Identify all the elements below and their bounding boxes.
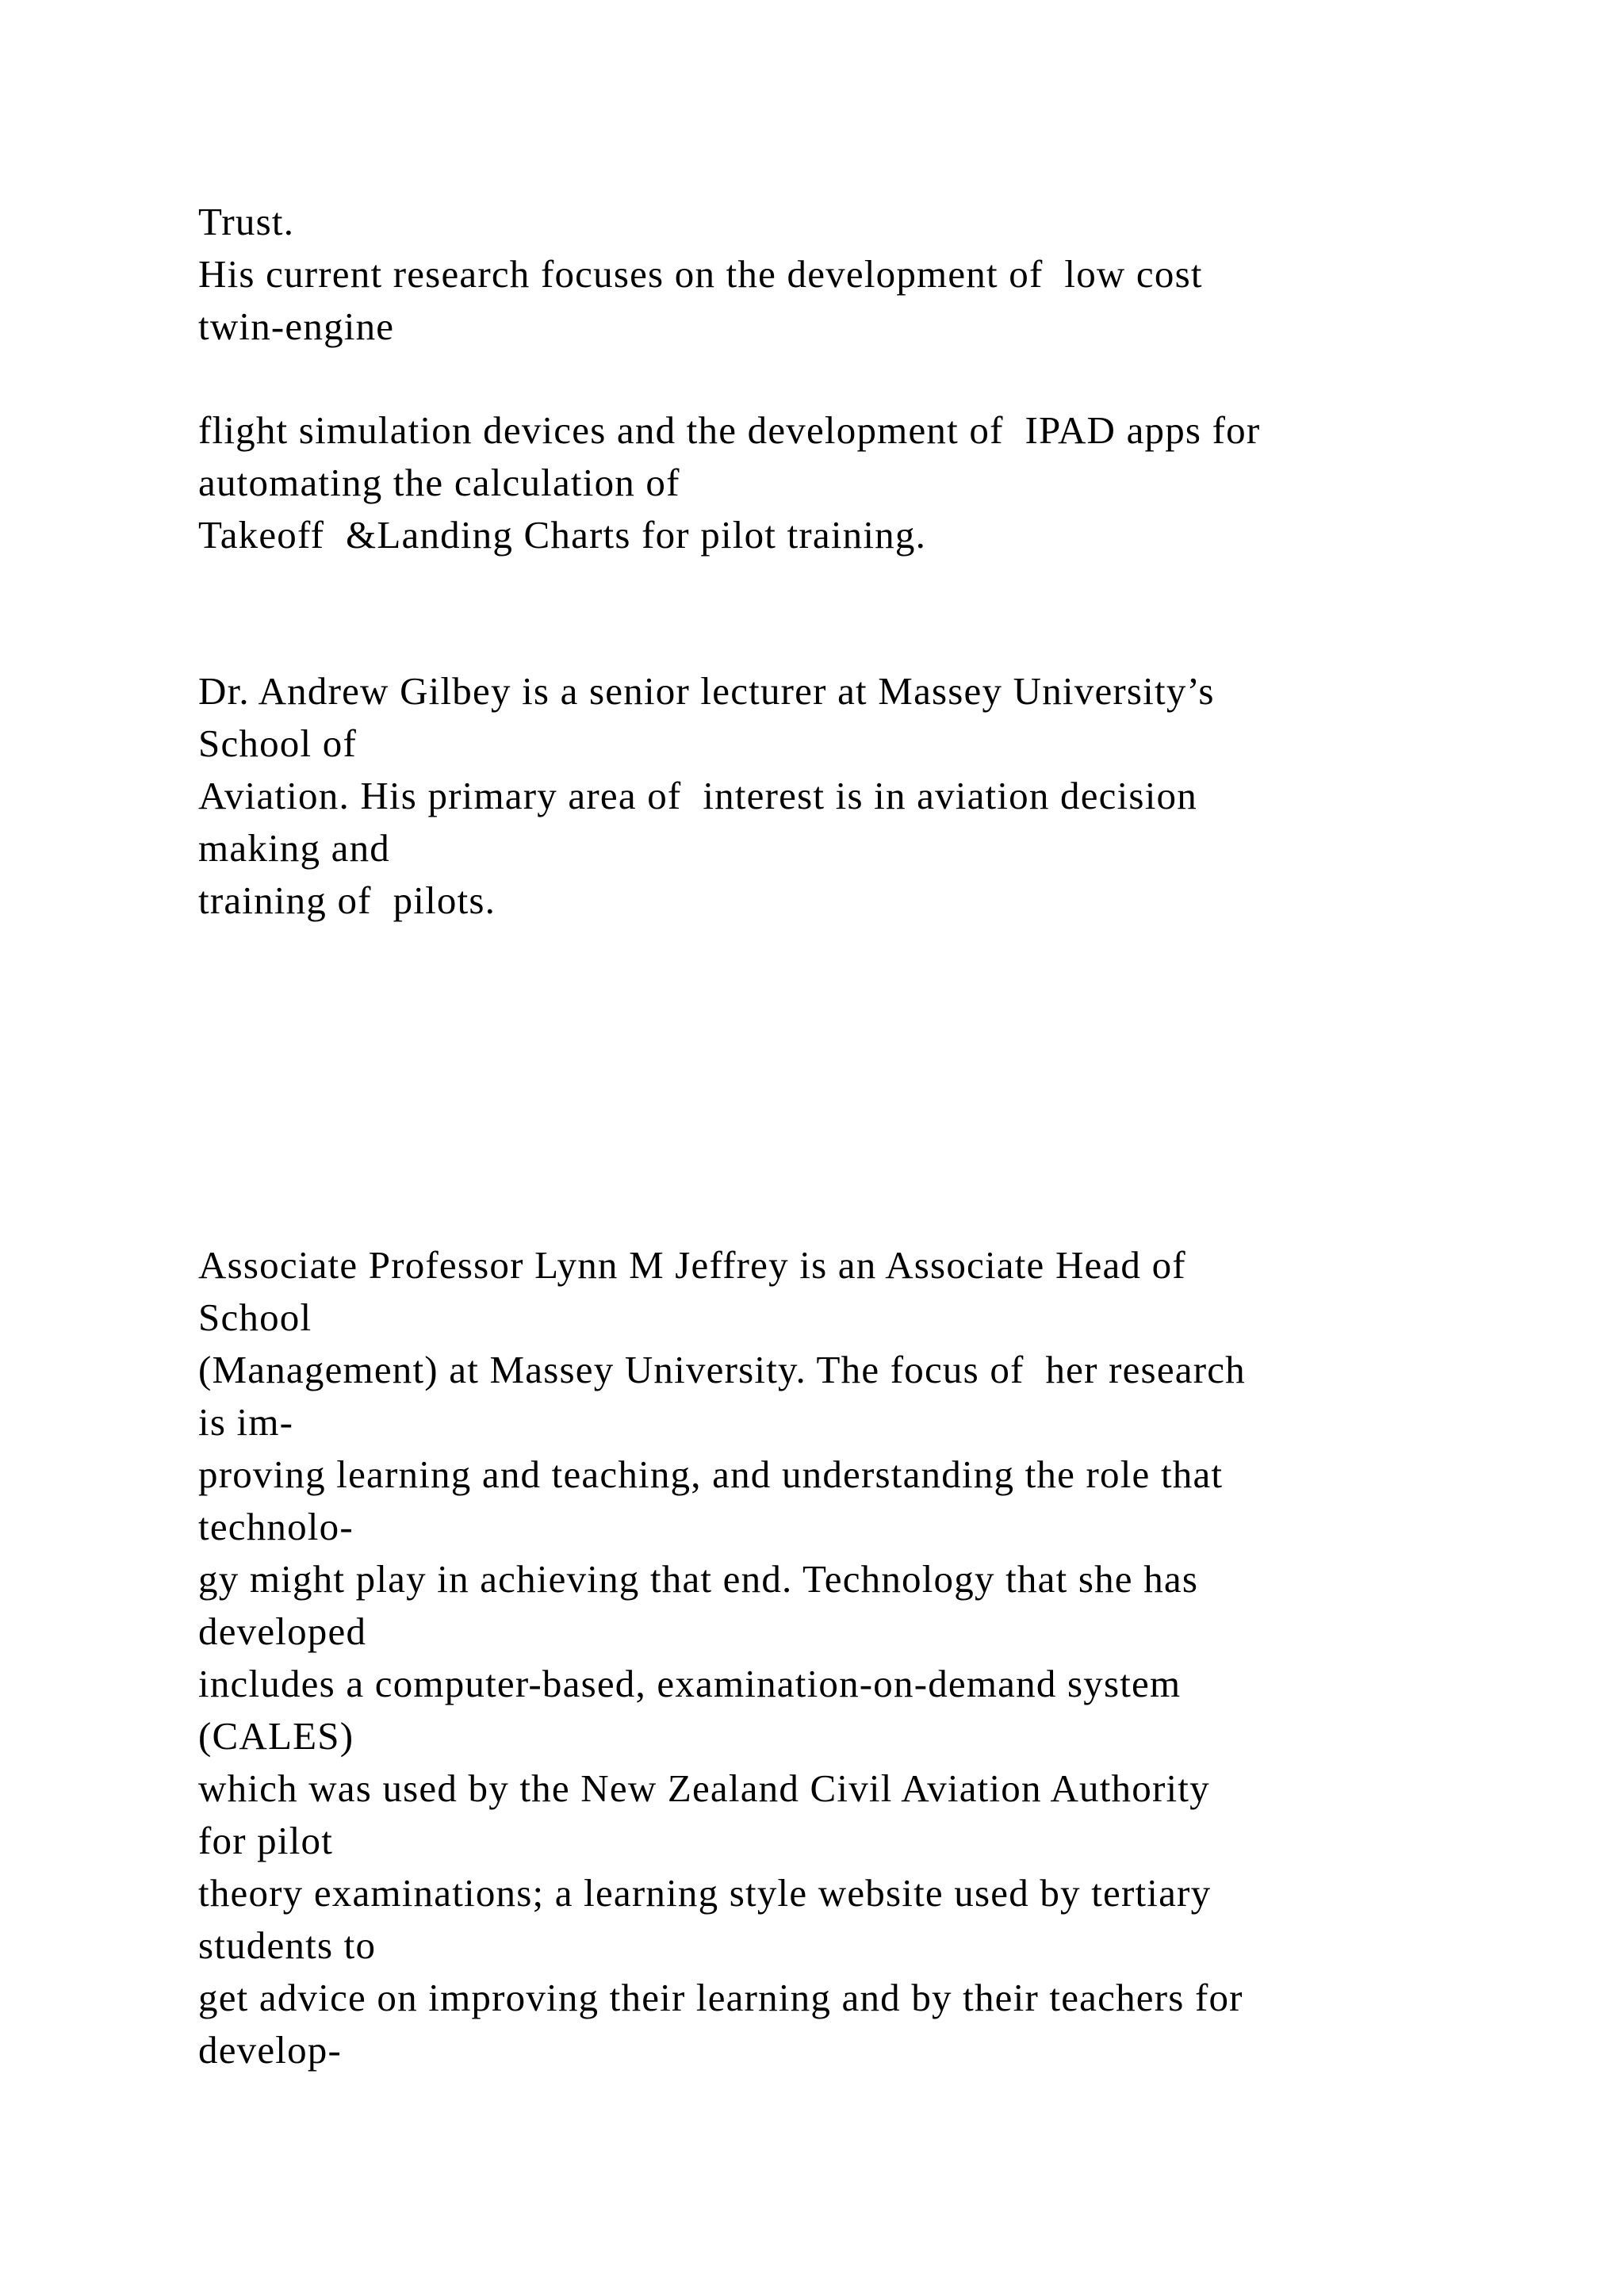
text-line: which was used by the New Zealand Civil Aviation Authority	[198, 1766, 1210, 1810]
text-line: proving learning and teaching, and understanding the role that	[198, 1452, 1224, 1496]
text-line: is im-	[198, 1400, 294, 1444]
text-line: develop-	[198, 2028, 343, 2072]
text-line: flight simulation devices and the development of IPAD apps for	[198, 408, 1261, 452]
text-line: Associate Professor Lynn M Jeffrey is an Associate Head of	[198, 1243, 1186, 1287]
text-line: (Management) at Massey University. The focus of her research	[198, 1348, 1246, 1391]
text-line: training of pilots.	[198, 878, 496, 922]
text-line: get advice on improving their learning and by their teachers for	[198, 1976, 1243, 2019]
text-line: developed	[198, 1609, 367, 1653]
text-line: Aviation. His primary area of interest is in aviation decision	[198, 774, 1197, 817]
text-line: technolo-	[198, 1505, 354, 1548]
text-line: making and	[198, 826, 390, 870]
text-line: (CALES)	[198, 1714, 354, 1758]
text-line: includes a computer-based, examination-on-demand system	[198, 1662, 1182, 1705]
text-line: gy might play in achieving that end. Technology that she has	[198, 1557, 1199, 1601]
text-line: Takeoff &Landing Charts for pilot training.	[198, 513, 927, 557]
text-line: Trust.	[198, 200, 295, 243]
text-line: theory examinations; a learning style website used by tertiary	[198, 1871, 1212, 1915]
text-line: twin-engine	[198, 304, 395, 348]
text-line: automating the calculation of	[198, 461, 680, 504]
text-line: students to	[198, 1923, 377, 1967]
text-line: School	[198, 1295, 312, 1339]
text-line: His current research focuses on the development of low cost	[198, 252, 1203, 296]
text-line: School of	[198, 721, 357, 765]
text-line: for pilot	[198, 1819, 334, 1862]
text-line: Dr. Andrew Gilbey is a senior lecturer at Massey University’s	[198, 669, 1215, 713]
